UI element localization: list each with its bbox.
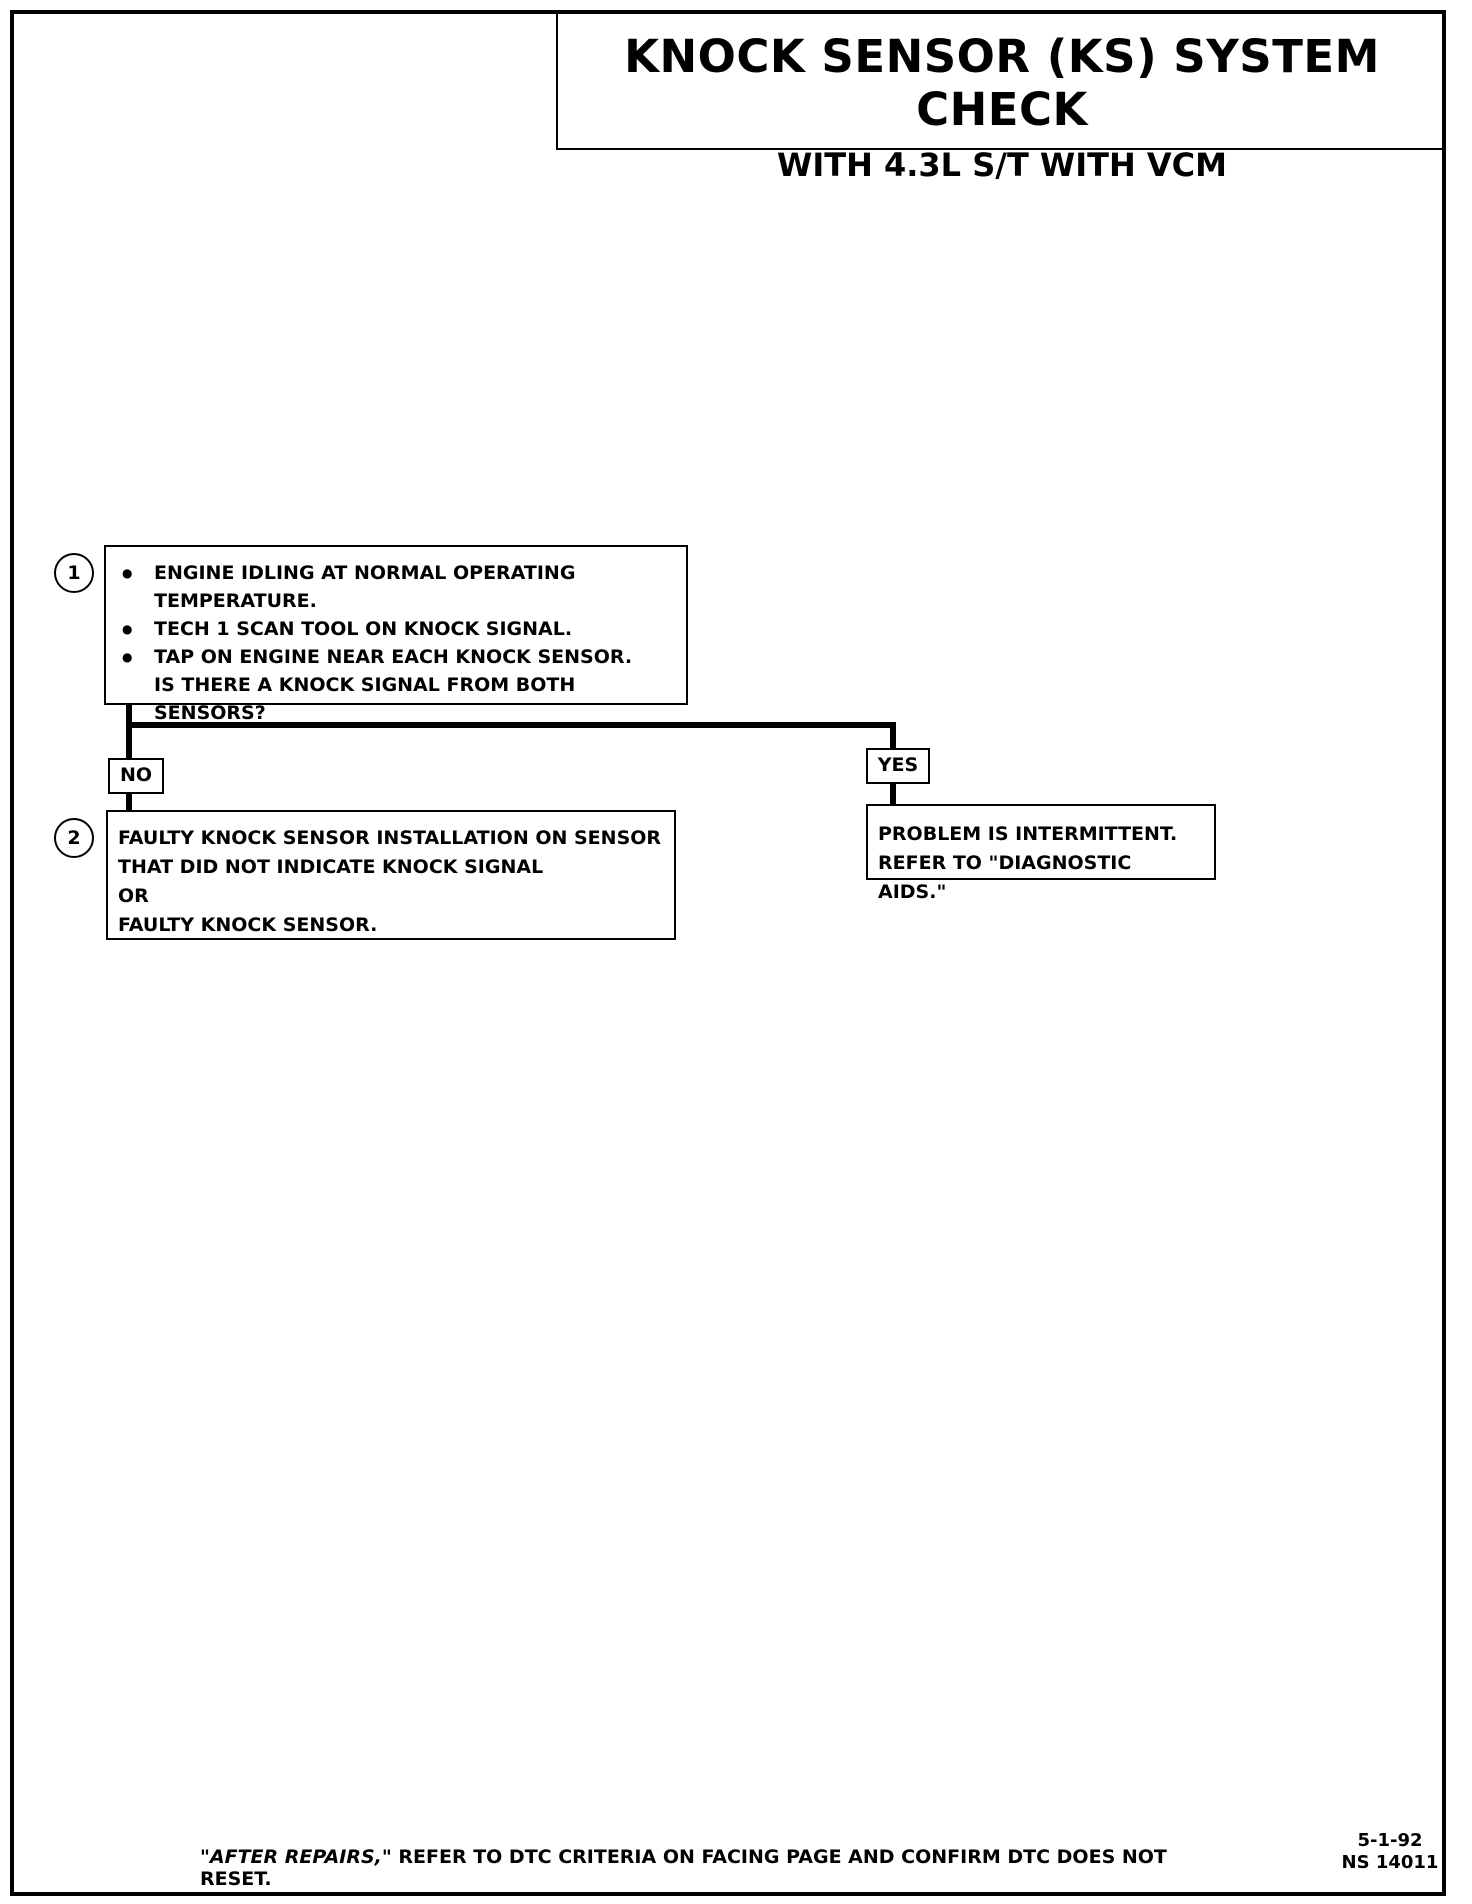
page-title: KNOCK SENSOR (KS) SYSTEM CHECK [624,30,1380,136]
step-1-bullets [114,559,678,671]
step-1-bullet: ● ENGINE IDLING AT NORMAL OPERATING TEMPERATURE. [114,559,678,615]
footer-text: REFER TO DTC CRITERIA ON FACING PAGE AND CONFIRM DTC DOES NOT RESET. [200,1846,1167,1890]
yes-result-box [866,804,1216,903]
document-number: NS 14011 [1341,1852,1439,1873]
step-1-box [104,545,688,724]
footer-emphasis: "AFTER REPAIRS," [200,1846,392,1868]
title-block [556,12,1446,184]
step-2-box [106,810,676,940]
connector-yes-to-result [890,784,896,806]
step-2-line: OR [118,885,149,907]
step-2-line: FAULTY KNOCK SENSOR. [118,914,378,936]
footer-note [200,1846,1240,1890]
step-1-number: 1 [54,553,94,593]
connector-yes-down [890,722,896,750]
step-1-bullet: ● TAP ON ENGINE NEAR EACH KNOCK SENSOR. [114,643,678,671]
step-2-line: THAT DID NOT INDICATE KNOCK SIGNAL [118,856,544,878]
no-branch-label: NO [108,758,164,794]
step-2-number: 2 [54,818,94,858]
document-code [1340,1830,1440,1874]
document-date: 5-1-92 [1357,1830,1423,1851]
yes-result-line: REFER TO "DIAGNOSTIC AIDS." [878,852,1132,903]
step-1-bullet: ● TECH 1 SCAN TOOL ON KNOCK SIGNAL. [114,615,678,643]
yes-result-line: PROBLEM IS INTERMITTENT. [878,823,1178,845]
step-1-question: IS THERE A KNOCK SIGNAL FROM BOTH SENSORS? [154,674,576,724]
page-frame [10,10,1446,1896]
yes-branch-label: YES [866,748,930,784]
page-subtitle: WITH 4.3L S/T WITH VCM [777,146,1227,184]
step-2-line: FAULTY KNOCK SENSOR INSTALLATION ON SENSOR [118,827,662,849]
